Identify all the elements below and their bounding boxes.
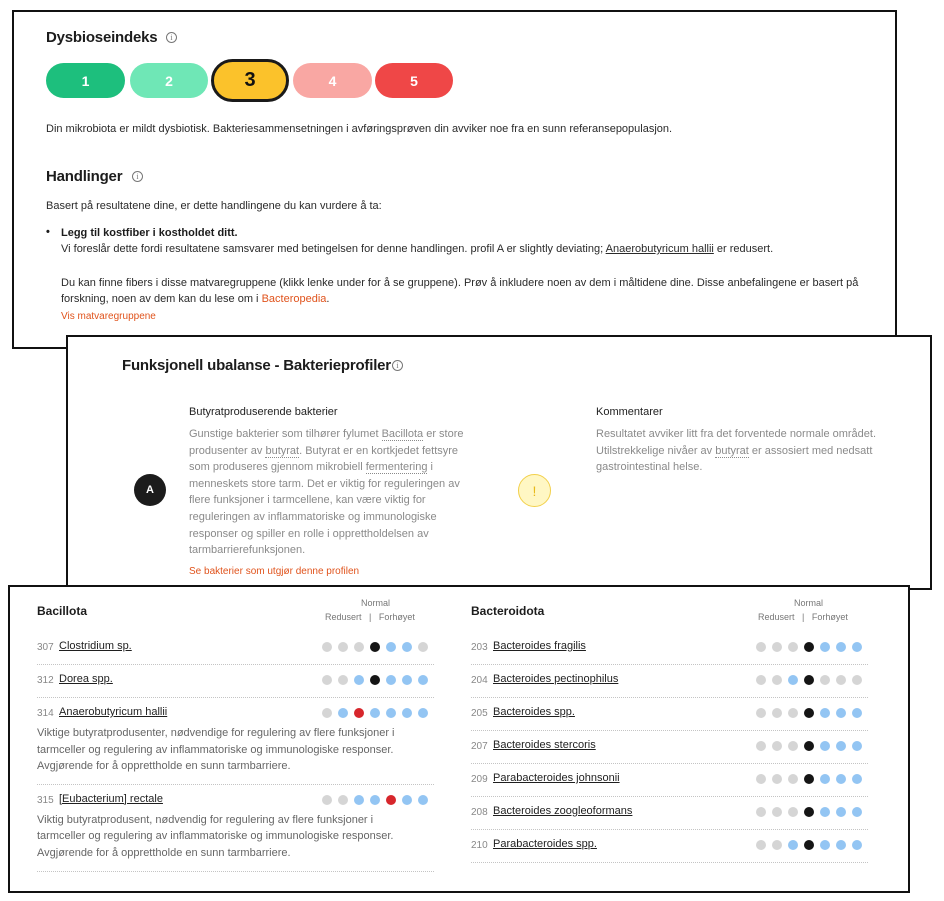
- abundance-dot-blue: [402, 675, 412, 685]
- abundance-dot-blue: [820, 807, 830, 817]
- dysbiosis-title: Dysbioseindeks: [46, 29, 158, 46]
- actions-intro: Basert på resultatene dine, er dette handlingene du kan vurdere å ta:: [46, 200, 382, 212]
- profile-description: Gunstige bakterier som tilhører fylumet Bacillota er store produsenter av butyrat. Butyrat er en kortkjedet fettsyre som produseres gjennom mikrobiell fermentering i menneskets store tarm. Det er viktig for reguleringen av flere funksjoner i tarmcellene, kan være viktig for reguleringen av inflammatoriske og immunologiske responser og spiller en rolle i opprettholdelsen av tarmbarrierefunksjonen.: [189, 428, 464, 557]
- bacteria-code: 307: [37, 642, 54, 653]
- abundance-dot-blue: [820, 708, 830, 718]
- info-icon[interactable]: i: [132, 171, 143, 182]
- abundance-dot-grey: [418, 642, 428, 652]
- bacteroidota-title: Bacteroidota: [471, 604, 545, 618]
- abundance-dot-blue: [852, 642, 862, 652]
- abundance-dot-blue: [852, 774, 862, 784]
- abundance-indicator: [322, 675, 428, 685]
- bacteria-code: 209: [471, 774, 488, 785]
- dysbiosis-summary: Din mikrobiota er mildt dysbiotisk. Bakteriesammensetningen i avføringsprøven din avviker noe fra en sunn referansepopulasjon.: [46, 123, 673, 135]
- abundance-dot-grey: [852, 675, 862, 685]
- abundance-dot-black: [804, 807, 814, 817]
- bacteria-code: 312: [37, 675, 54, 686]
- abundance-dot-blue: [820, 840, 830, 850]
- dysbiosis-level-1[interactable]: 1: [46, 63, 125, 98]
- abundance-dot-blue: [836, 642, 846, 652]
- action-info-line1: Du kan finne fibers i disse matvaregruppene (klikk lenke under for å se gruppene). Prøv å inkludere noen av dem i måltidene dine. Disse anbefalingene er basert på: [61, 277, 859, 289]
- abundance-dot-black: [804, 741, 814, 751]
- bacteria-panel: [8, 585, 910, 893]
- abundance-dot-grey: [756, 642, 766, 652]
- bacteria-name-link[interactable]: Dorea spp.: [59, 673, 113, 685]
- abundance-dot-grey: [772, 840, 782, 850]
- info-icon[interactable]: i: [166, 32, 177, 43]
- abundance-indicator: [322, 642, 428, 652]
- dysbiosis-level-4[interactable]: 4: [293, 63, 372, 98]
- abundance-dot-grey: [756, 774, 766, 784]
- abundance-dot-blue: [386, 642, 396, 652]
- functional-panel: [66, 335, 932, 590]
- actions-title: Handlinger: [46, 168, 123, 185]
- abundance-indicator: [756, 807, 862, 817]
- abundance-indicator: [756, 708, 862, 718]
- abundance-dot-grey: [772, 807, 782, 817]
- comments-body: Resultatet avviker litt fra det forventede normale området. Utilstrekkelige nivåer av butyrat er assosiert med nedsatt gastrointestinal helse.: [596, 428, 877, 474]
- abundance-dot-grey: [788, 708, 798, 718]
- abundance-indicator: [756, 741, 862, 751]
- abundance-dot-black: [804, 675, 814, 685]
- bacteria-name-link[interactable]: Parabacteroides johnsonii: [493, 772, 620, 784]
- abundance-dot-blue: [338, 708, 348, 718]
- abundance-dot-blue: [836, 741, 846, 751]
- abundance-dot-grey: [820, 675, 830, 685]
- profile-badge: A: [134, 474, 166, 506]
- see-bacteria-link[interactable]: Se bakterier som utgjør denne profilen: [189, 566, 360, 577]
- abundance-dot-blue: [418, 795, 428, 805]
- abundance-dot-grey: [772, 642, 782, 652]
- abundance-dot-grey: [788, 642, 798, 652]
- comments-title: Kommentarer: [596, 406, 663, 418]
- warning-icon: !: [518, 474, 551, 507]
- abundance-dot-grey: [788, 741, 798, 751]
- abundance-dot-blue: [820, 741, 830, 751]
- abundance-dot-black: [370, 642, 380, 652]
- legend-scale: Redusert | Forhøyet: [325, 612, 415, 622]
- abundance-dot-grey: [788, 807, 798, 817]
- abundance-dot-black: [804, 642, 814, 652]
- abundance-dot-grey: [322, 642, 332, 652]
- bacteria-code: 210: [471, 840, 488, 851]
- bacteria-code: 315: [37, 794, 54, 806]
- functional-title: Funksjonell ubalanse - Bakterieprofiler: [122, 357, 391, 374]
- abundance-dot-blue: [852, 807, 862, 817]
- abundance-dot-blue: [402, 795, 412, 805]
- abundance-dot-grey: [322, 708, 332, 718]
- bacteria-row: [471, 764, 868, 797]
- abundance-dot-blue: [852, 708, 862, 718]
- abundance-dot-black: [804, 774, 814, 784]
- action-reason: Vi foreslår dette fordi resultatene samsvarer med betingelsen for denne handlingen. profil A er slightly deviating; Anaerobutyricum hallii er redusert.: [61, 243, 774, 255]
- bacteria-description: Viktig butyratprodusent, nødvendig for regulering av flere funksjoner i tarmceller og regulering av inflammatoriske og immunologiske responser. Avgjørende for å opprettholde en sunn tarmbarriere.: [37, 813, 394, 859]
- bacteria-row: [37, 698, 434, 785]
- bacteria-name-link[interactable]: [Eubacterium] rectale: [59, 792, 163, 805]
- abundance-indicator: [756, 840, 862, 850]
- dysbiosis-level-5[interactable]: 5: [375, 63, 453, 98]
- bacteria-name-link[interactable]: Bacteroides zoogleoformans: [493, 805, 633, 817]
- abundance-dot-grey: [338, 795, 348, 805]
- profile-title: Butyratproduserende bakterier: [189, 406, 338, 418]
- bacteria-row: [471, 797, 868, 830]
- bacteria-row: [471, 731, 868, 764]
- abundance-dot-blue: [820, 774, 830, 784]
- abundance-dot-blue: [354, 795, 364, 805]
- abundance-dot-blue: [836, 807, 846, 817]
- abundance-dot-blue: [852, 840, 862, 850]
- abundance-dot-blue: [386, 708, 396, 718]
- abundance-indicator: [756, 675, 862, 685]
- legend-normal: Normal: [794, 598, 824, 608]
- bacteria-row: [471, 632, 868, 665]
- bacteria-row: [37, 632, 434, 665]
- abundance-dot-blue: [852, 741, 862, 751]
- bacteria-name-link[interactable]: Bacteroides pectinophilus: [493, 673, 619, 685]
- abundance-dot-grey: [756, 840, 766, 850]
- bacteria-code: 208: [471, 807, 488, 818]
- abundance-indicator: [756, 642, 862, 652]
- abundance-dot-red: [386, 795, 396, 805]
- abundance-indicator: [322, 708, 428, 718]
- dysbiosis-level-3-active[interactable]: 3: [211, 59, 289, 102]
- abundance-dot-blue: [418, 675, 428, 685]
- abundance-indicator: [756, 774, 862, 784]
- bacteria-name-link[interactable]: Bacteroides spp.: [493, 706, 575, 718]
- abundance-dot-grey: [322, 795, 332, 805]
- bacteria-row: [37, 785, 434, 872]
- abundance-dot-blue: [788, 840, 798, 850]
- bacteria-name-link[interactable]: Bacteroides stercoris: [493, 739, 596, 751]
- action-item-title: Legg til kostfiber i kostholdet ditt.: [61, 227, 238, 239]
- abundance-dot-grey: [756, 741, 766, 751]
- abundance-dot-black: [804, 840, 814, 850]
- bacteria-code: 203: [471, 642, 488, 653]
- abundance-dot-grey: [788, 774, 798, 784]
- bacteria-description: Viktige butyratprodusenter, nødvendige for regulering av flere funksjoner i tarmceller og regulering av inflammatoriske og immunologiske responser. Avgjørende for å opprettholde en sunn tarmbarriere.: [37, 727, 395, 773]
- bacteria-name-link[interactable]: Anaerobutyricum hallii: [59, 706, 168, 718]
- abundance-dot-grey: [756, 708, 766, 718]
- abundance-dot-blue: [788, 675, 798, 685]
- abundance-dot-blue: [836, 708, 846, 718]
- bacteria-name-link[interactable]: Clostridium sp.: [59, 640, 132, 652]
- bacillota-title: Bacillota: [37, 604, 88, 618]
- bacteria-code: 204: [471, 675, 488, 686]
- bullet-icon: •: [46, 226, 50, 238]
- dysbiosis-panel: [12, 10, 897, 349]
- bacteria-link[interactable]: Anaerobutyricum hallii: [605, 243, 714, 255]
- abundance-dot-red: [354, 708, 364, 718]
- dysbiosis-level-2[interactable]: 2: [130, 63, 208, 98]
- abundance-dot-blue: [836, 774, 846, 784]
- legend-normal: Normal: [361, 598, 391, 608]
- abundance-dot-black: [370, 675, 380, 685]
- abundance-dot-blue: [402, 642, 412, 652]
- bacteria-row: [471, 665, 868, 698]
- bacteria-row: [37, 665, 434, 698]
- abundance-dot-blue: [836, 840, 846, 850]
- bacteropedia-link[interactable]: Bacteropedia: [261, 293, 327, 305]
- abundance-dot-black: [804, 708, 814, 718]
- abundance-dot-grey: [772, 774, 782, 784]
- bacteria-row: [471, 830, 868, 863]
- abundance-dot-blue: [370, 795, 380, 805]
- abundance-dot-blue: [820, 642, 830, 652]
- abundance-indicator: [322, 795, 428, 805]
- abundance-dot-blue: [370, 708, 380, 718]
- bacteria-code: 314: [37, 708, 54, 719]
- abundance-dot-grey: [354, 642, 364, 652]
- bacteria-code: 205: [471, 708, 488, 719]
- info-icon[interactable]: i: [392, 360, 403, 371]
- abundance-dot-blue: [402, 708, 412, 718]
- abundance-dot-blue: [418, 708, 428, 718]
- bacteria-name-link[interactable]: Parabacteroides spp.: [493, 838, 597, 850]
- abundance-dot-grey: [772, 741, 782, 751]
- abundance-dot-grey: [772, 708, 782, 718]
- abundance-dot-grey: [756, 807, 766, 817]
- abundance-dot-blue: [354, 675, 364, 685]
- action-info-line2: forskning, noen av dem kan du lese om i Bacteropedia.: [61, 293, 330, 305]
- abundance-dot-grey: [756, 675, 766, 685]
- abundance-dot-grey: [772, 675, 782, 685]
- abundance-dot-blue: [386, 675, 396, 685]
- legend-scale: Redusert | Forhøyet: [758, 612, 848, 622]
- abundance-dot-grey: [338, 642, 348, 652]
- food-groups-link[interactable]: Vis matvaregruppene: [61, 311, 156, 322]
- bacteria-code: 207: [471, 741, 488, 752]
- abundance-dot-grey: [322, 675, 332, 685]
- bacteria-name-link[interactable]: Bacteroides fragilis: [493, 640, 586, 652]
- abundance-dot-grey: [836, 675, 846, 685]
- bacteria-row: [471, 698, 868, 731]
- abundance-dot-grey: [338, 675, 348, 685]
